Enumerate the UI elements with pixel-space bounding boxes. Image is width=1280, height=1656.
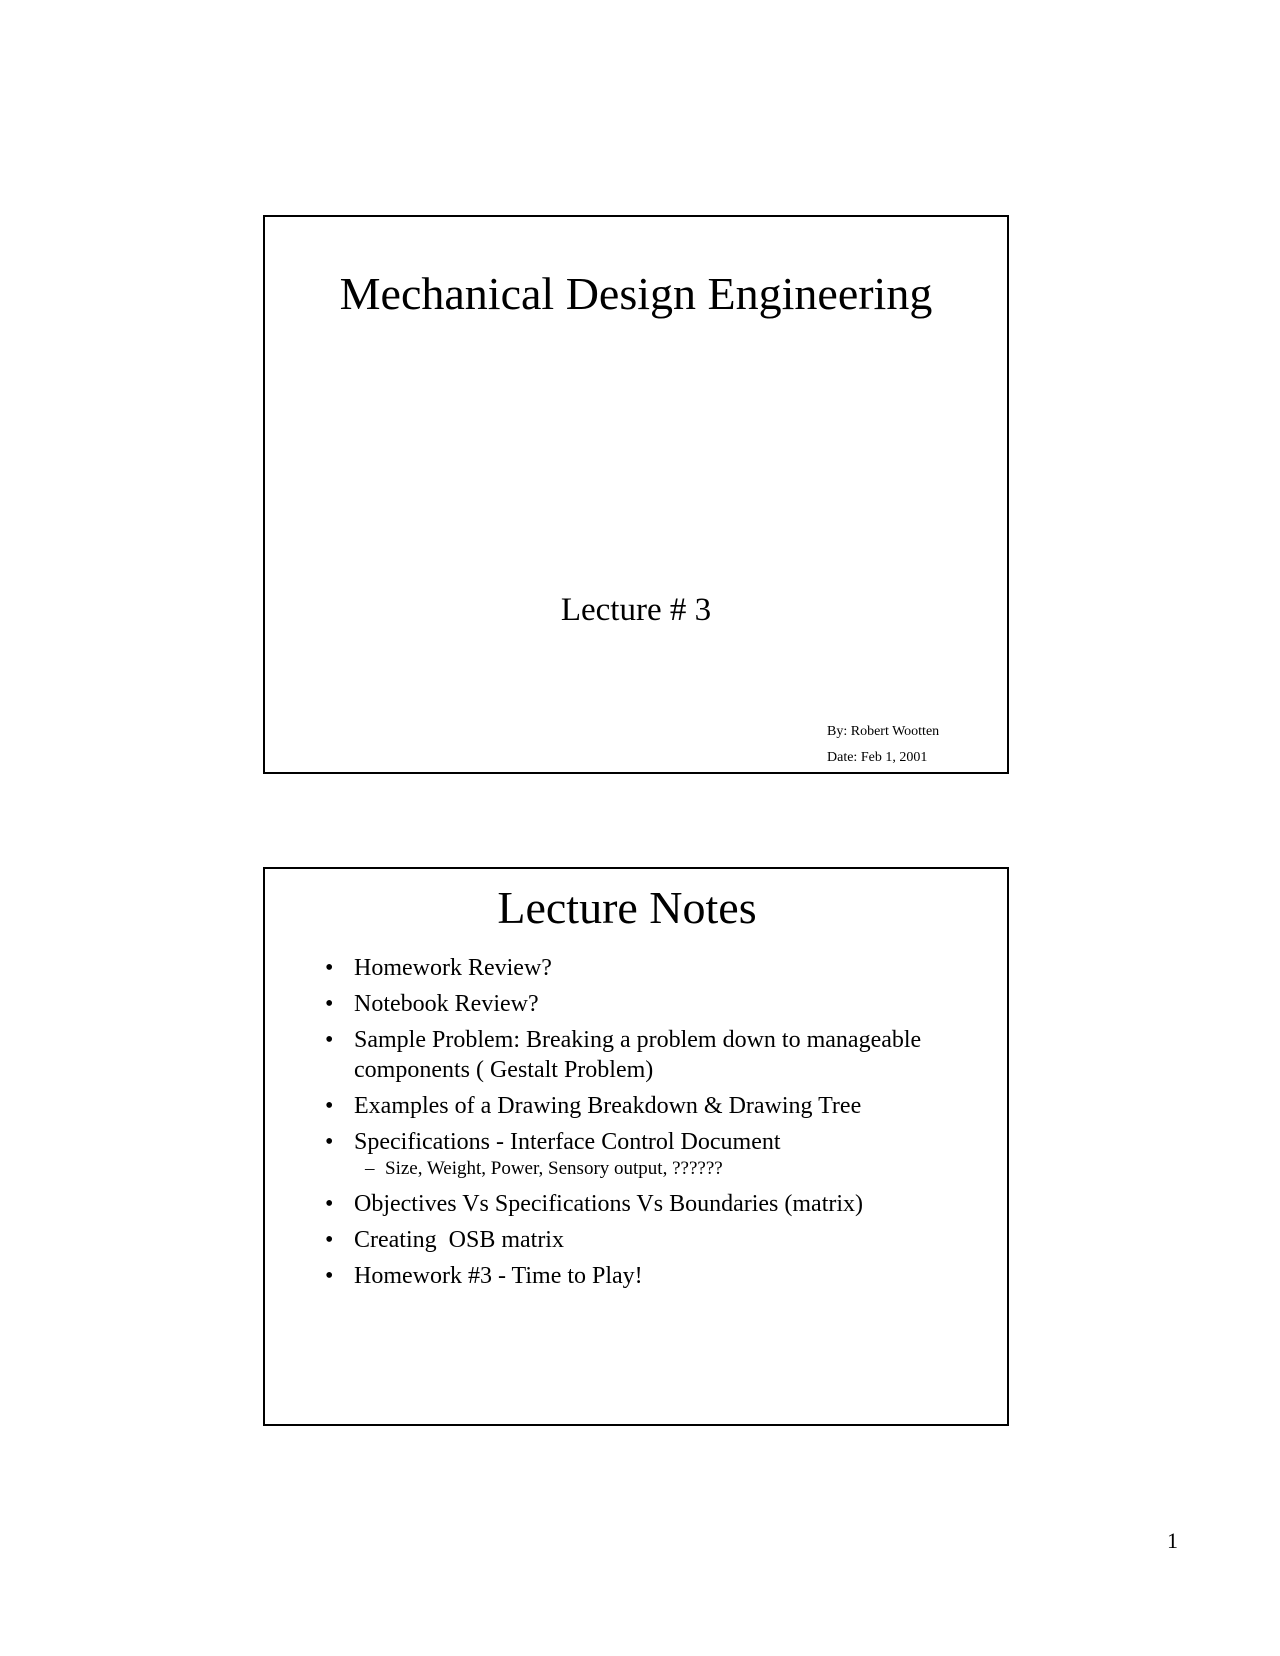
list-item-text: Examples of a Drawing Breakdown & Drawing Tree (354, 1093, 862, 1119)
list-item (325, 953, 965, 983)
list-item-text: Homework Review? (354, 955, 552, 981)
lecture-notes-slide (263, 867, 1009, 1426)
slide-title: Lecture Notes (497, 882, 757, 933)
list-item (325, 1225, 965, 1255)
list-item-text: Sample Problem: Breaking a problem down to manageable components ( Gestalt Problem) (354, 1027, 922, 1083)
bullet-icon: • (325, 1227, 334, 1253)
list-item (325, 1091, 965, 1121)
date-line: Date: Feb 1, 2001 (827, 750, 928, 765)
slide-title: Mechanical Design Engineering (339, 268, 933, 319)
list-item (325, 989, 965, 1019)
bullet-icon: • (325, 991, 334, 1017)
page-number: 1 (1167, 1528, 1178, 1553)
list-item (325, 1025, 965, 1085)
bullet-list (325, 953, 965, 1297)
list-item (325, 1189, 965, 1219)
bullet-icon: • (325, 1027, 334, 1053)
bullet-icon: • (325, 1093, 334, 1119)
bullet-icon: • (325, 955, 334, 981)
list-item (325, 1127, 965, 1157)
author-line: By: Robert Wootten (827, 724, 940, 739)
list-item-text: Homework #3 - Time to Play! (354, 1263, 643, 1289)
sub-list-item (325, 1157, 965, 1181)
list-item-text: Creating OSB matrix (354, 1227, 564, 1253)
sub-list-item-text: Size, Weight, Power, Sensory output, ?????? (385, 1158, 723, 1179)
bullet-icon: • (325, 1191, 334, 1217)
bullet-icon: • (325, 1263, 334, 1289)
dash-icon: – (365, 1158, 375, 1179)
list-item-text: Objectives Vs Specifications Vs Boundaries (matrix) (354, 1191, 864, 1217)
list-item-text: Notebook Review? (354, 991, 539, 1017)
title-slide (263, 215, 1009, 774)
lecture-number: Lecture # 3 (560, 592, 712, 628)
list-item (325, 1261, 965, 1291)
list-item-text: Specifications - Interface Control Document (354, 1129, 781, 1155)
bullet-icon: • (325, 1129, 334, 1155)
